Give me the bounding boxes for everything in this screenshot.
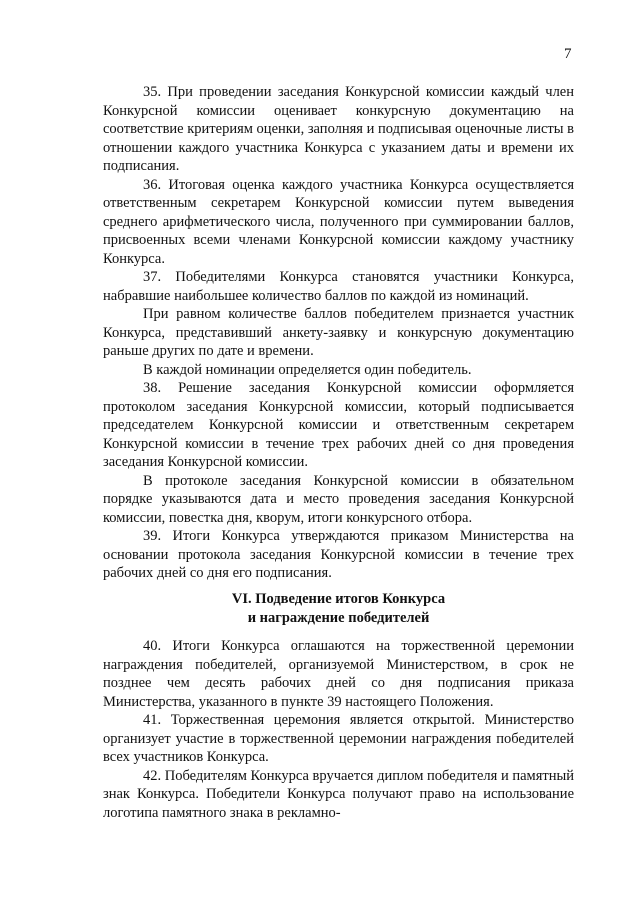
- text-block-bottom: [103, 637, 574, 822]
- paragraph-37-tie-rule: При равном количестве баллов победителем признается участник Конкурса, представивший анкету-заявку и конкурсную документацию раньше других по дате и времени.: [103, 306, 574, 359]
- paragraph-38: 38. Решение заседания Конкурсной комиссии оформляется протоколом заседания Конкурсной комиссии, который подписывается председателем Конкурсной комиссии и ответственным секретарем Конкурсной комиссии в течение трех рабочих дней со дня проведения заседания Конкурсной комиссии.: [103, 380, 574, 470]
- paragraph-36: 36. Итоговая оценка каждого участника Конкурса осуществляется ответственным секретарем Конкурсной комиссии путем выведения среднего арифметического числа, полученного при суммировании баллов, присвоенных всеми членами Конкурсной комиссии каждому участнику Конкурса.: [103, 176, 574, 267]
- section-heading: [103, 590, 574, 627]
- paragraph-40: 40. Итоги Конкурса оглашаются на торжественной церемонии награждения победителей, организуемой Министерством, в срок не позднее чем десять рабочих дней со дня подписания приказа Министерства, указанного в пункте 39 настоящего Положения.: [103, 638, 574, 710]
- paragraph-38-protocol: В протоколе заседания Конкурсной комиссии в обязательном порядке указываются дата и место проведения заседания Конкурсной комиссии, повестка дня, кворум, итоги конкурсного отбора.: [103, 472, 574, 526]
- text-block-top: [103, 83, 574, 583]
- paragraph-37-one-winner: В каждой номинации определяется один победитель.: [143, 361, 472, 378]
- section-heading-line-1: VI. Подведение итогов Конкурса: [231, 591, 446, 607]
- paragraph-35: 35. При проведении заседания Конкурсной комиссии каждый член Конкурсной комиссии оценивает конкурсную документацию на соответствие критериям оценки, заполняя и подписывая оценочные листы в отношении каждого участника Конкурса с указанием даты и времени их подписания.: [103, 84, 574, 174]
- page-number: 7: [564, 46, 572, 62]
- paragraph-42: 42. Победителям Конкурса вручается диплом победителя и памятный знак Конкурса. Победители Конкурса получают право на использование логотипа памятного знака в рекламно-: [103, 767, 574, 821]
- section-heading-line-2: и награждение победителей: [247, 609, 430, 626]
- paragraph-41: 41. Торжественная церемония является открытой. Министерство организует участие в торжественной церемонии награждения победителей всех участников Конкурса.: [103, 712, 574, 765]
- paragraph-37: 37. Победителями Конкурса становятся участники Конкурса, набравшие наибольшее количество баллов по каждой из номинаций.: [103, 269, 574, 304]
- paragraph-39: 39. Итоги Конкурса утверждаются приказом Министерства на основании протокола заседания Конкурсной комиссии в течение трех рабочих дней со дня его подписания.: [103, 528, 574, 581]
